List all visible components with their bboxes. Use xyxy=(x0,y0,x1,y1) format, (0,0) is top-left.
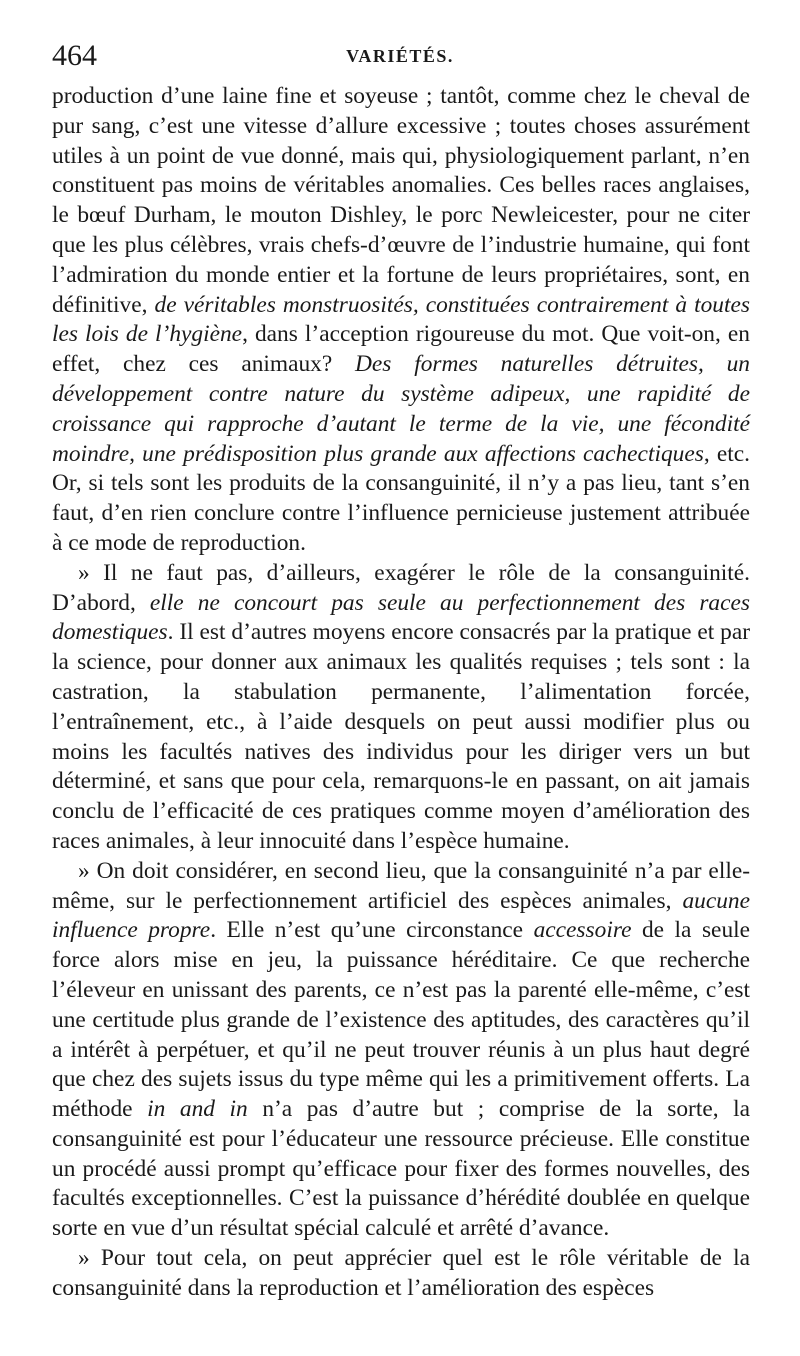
italic-text: in and in xyxy=(147,1096,248,1123)
paragraph xyxy=(52,857,750,1244)
paragraph xyxy=(52,559,750,857)
page-header xyxy=(52,38,748,74)
text-segment: » Pour tout cela, on peut apprécier quel est le rôle véritable de la consanguinité dans la reproduction et l’amélioration des espèces xyxy=(52,1245,750,1301)
text-segment: . Elle n’est qu’une circonstance xyxy=(210,917,534,944)
italic-text: de véritables monstruosités, constituées contrairement à toutes les lois de l’hygiène xyxy=(52,291,750,348)
paragraph xyxy=(52,82,750,559)
running-title: VARIÉTÉS. xyxy=(346,45,454,66)
text-segment: n’a pas d’autre but ; comprise de la sorte, la consanguinité est pour l’éducateur une ressource précieuse. Elle constitue un procédé aussi prompt qu’efficace pour fixer des formes nouvelles, des facultés exceptionnelles. C’est la puissance d’hérédité doublée en quelque sorte en vue d’un résultat spécial calculé et arrêté d’avance. xyxy=(52,1096,751,1242)
text-segment: , etc. Or, si tels sont les produits de la consanguinité, il n’y a pas lieu, tant s’en faut, d’en rien conclure contre l’influence pernicieuse justement attribuée à ce mode de reproduction. xyxy=(52,440,750,556)
text-segment: » On doit considérer, en second lieu, que la consanguinité n’a par elle-même, sur le perfectionnement artificiel des espèces animales, xyxy=(52,857,750,914)
paragraph xyxy=(52,1244,750,1304)
italic-text: elle ne concourt pas seule au perfectionnement des races domestiques xyxy=(52,589,750,646)
italic-text: aucune influence propre xyxy=(52,887,750,944)
italic-text: accessoire xyxy=(533,917,632,944)
text-segment: de la seule force alors mise en jeu, la puissance héréditaire. Ce que recherche l’éleveur en unissant des parents, ce n’est pas la parenté elle-même, c’est une certitude plus grande de l’existence des aptitudes, des caractères qu’il a intérêt à perpétuer, et qu’il ne peut trouver réunis à un plus haut degré que chez des sujets issus du type même qui les a primitivement offerts. La méthode xyxy=(52,917,751,1123)
italic-text: Des formes naturelles détruites, un développement contre nature du système adipeux, une rapidité de croissance qui rapproche d’autant le terme de la vie, une fécondité moindre, une prédisposition plus grande aux affections cachectiques xyxy=(52,351,750,467)
page-number: 464 xyxy=(52,39,97,72)
body-text xyxy=(52,82,750,1304)
text-segment: . Il est d’autres moyens encore consacrés par la pratique et par la science, pour donner aux animaux les qualités requises ; tels sont : la castration, la stabulation permanente, l’alimentation forcée, l’entraînement, etc., à l’aide desquels on peut aussi modifier plus ou moins les facultés natives des individus pour les diriger vers un but déterminé, et sans que pour cela, remarquons-le en passant, on ait jamais conclu de l’efficacité de ces pratiques comme moyen d’amélioration des races animales, à leur innocuité dans l’espèce humaine. xyxy=(52,619,750,854)
text-segment: , dans l’acception rigoureuse du mot. Que voit-on, en effet, chez ces animaux? xyxy=(52,321,750,378)
text-segment: production d’une laine fine et soyeuse ; tantôt, comme chez le cheval de pur sang, c’est une vitesse d’allure excessive ; toutes choses assurément utiles à un point de vue donné, mais qui, physiologiquement parlant, n’en constituent pas moins de véritables anomalies. Ces belles races anglaises, le bœuf Durham, le mouton Dishley, le porc Newleicester, pour ne citer que les plus célèbres, vrais chefs-d’œuvre de l’industrie humaine, qui font l’admiration du monde entier et la fortune de leurs propriétaires, sont, en définitive, xyxy=(52,83,750,318)
text-segment: » Il ne faut pas, d’ailleurs, exagérer le rôle de la consanguinité. D’abord, xyxy=(52,559,750,616)
